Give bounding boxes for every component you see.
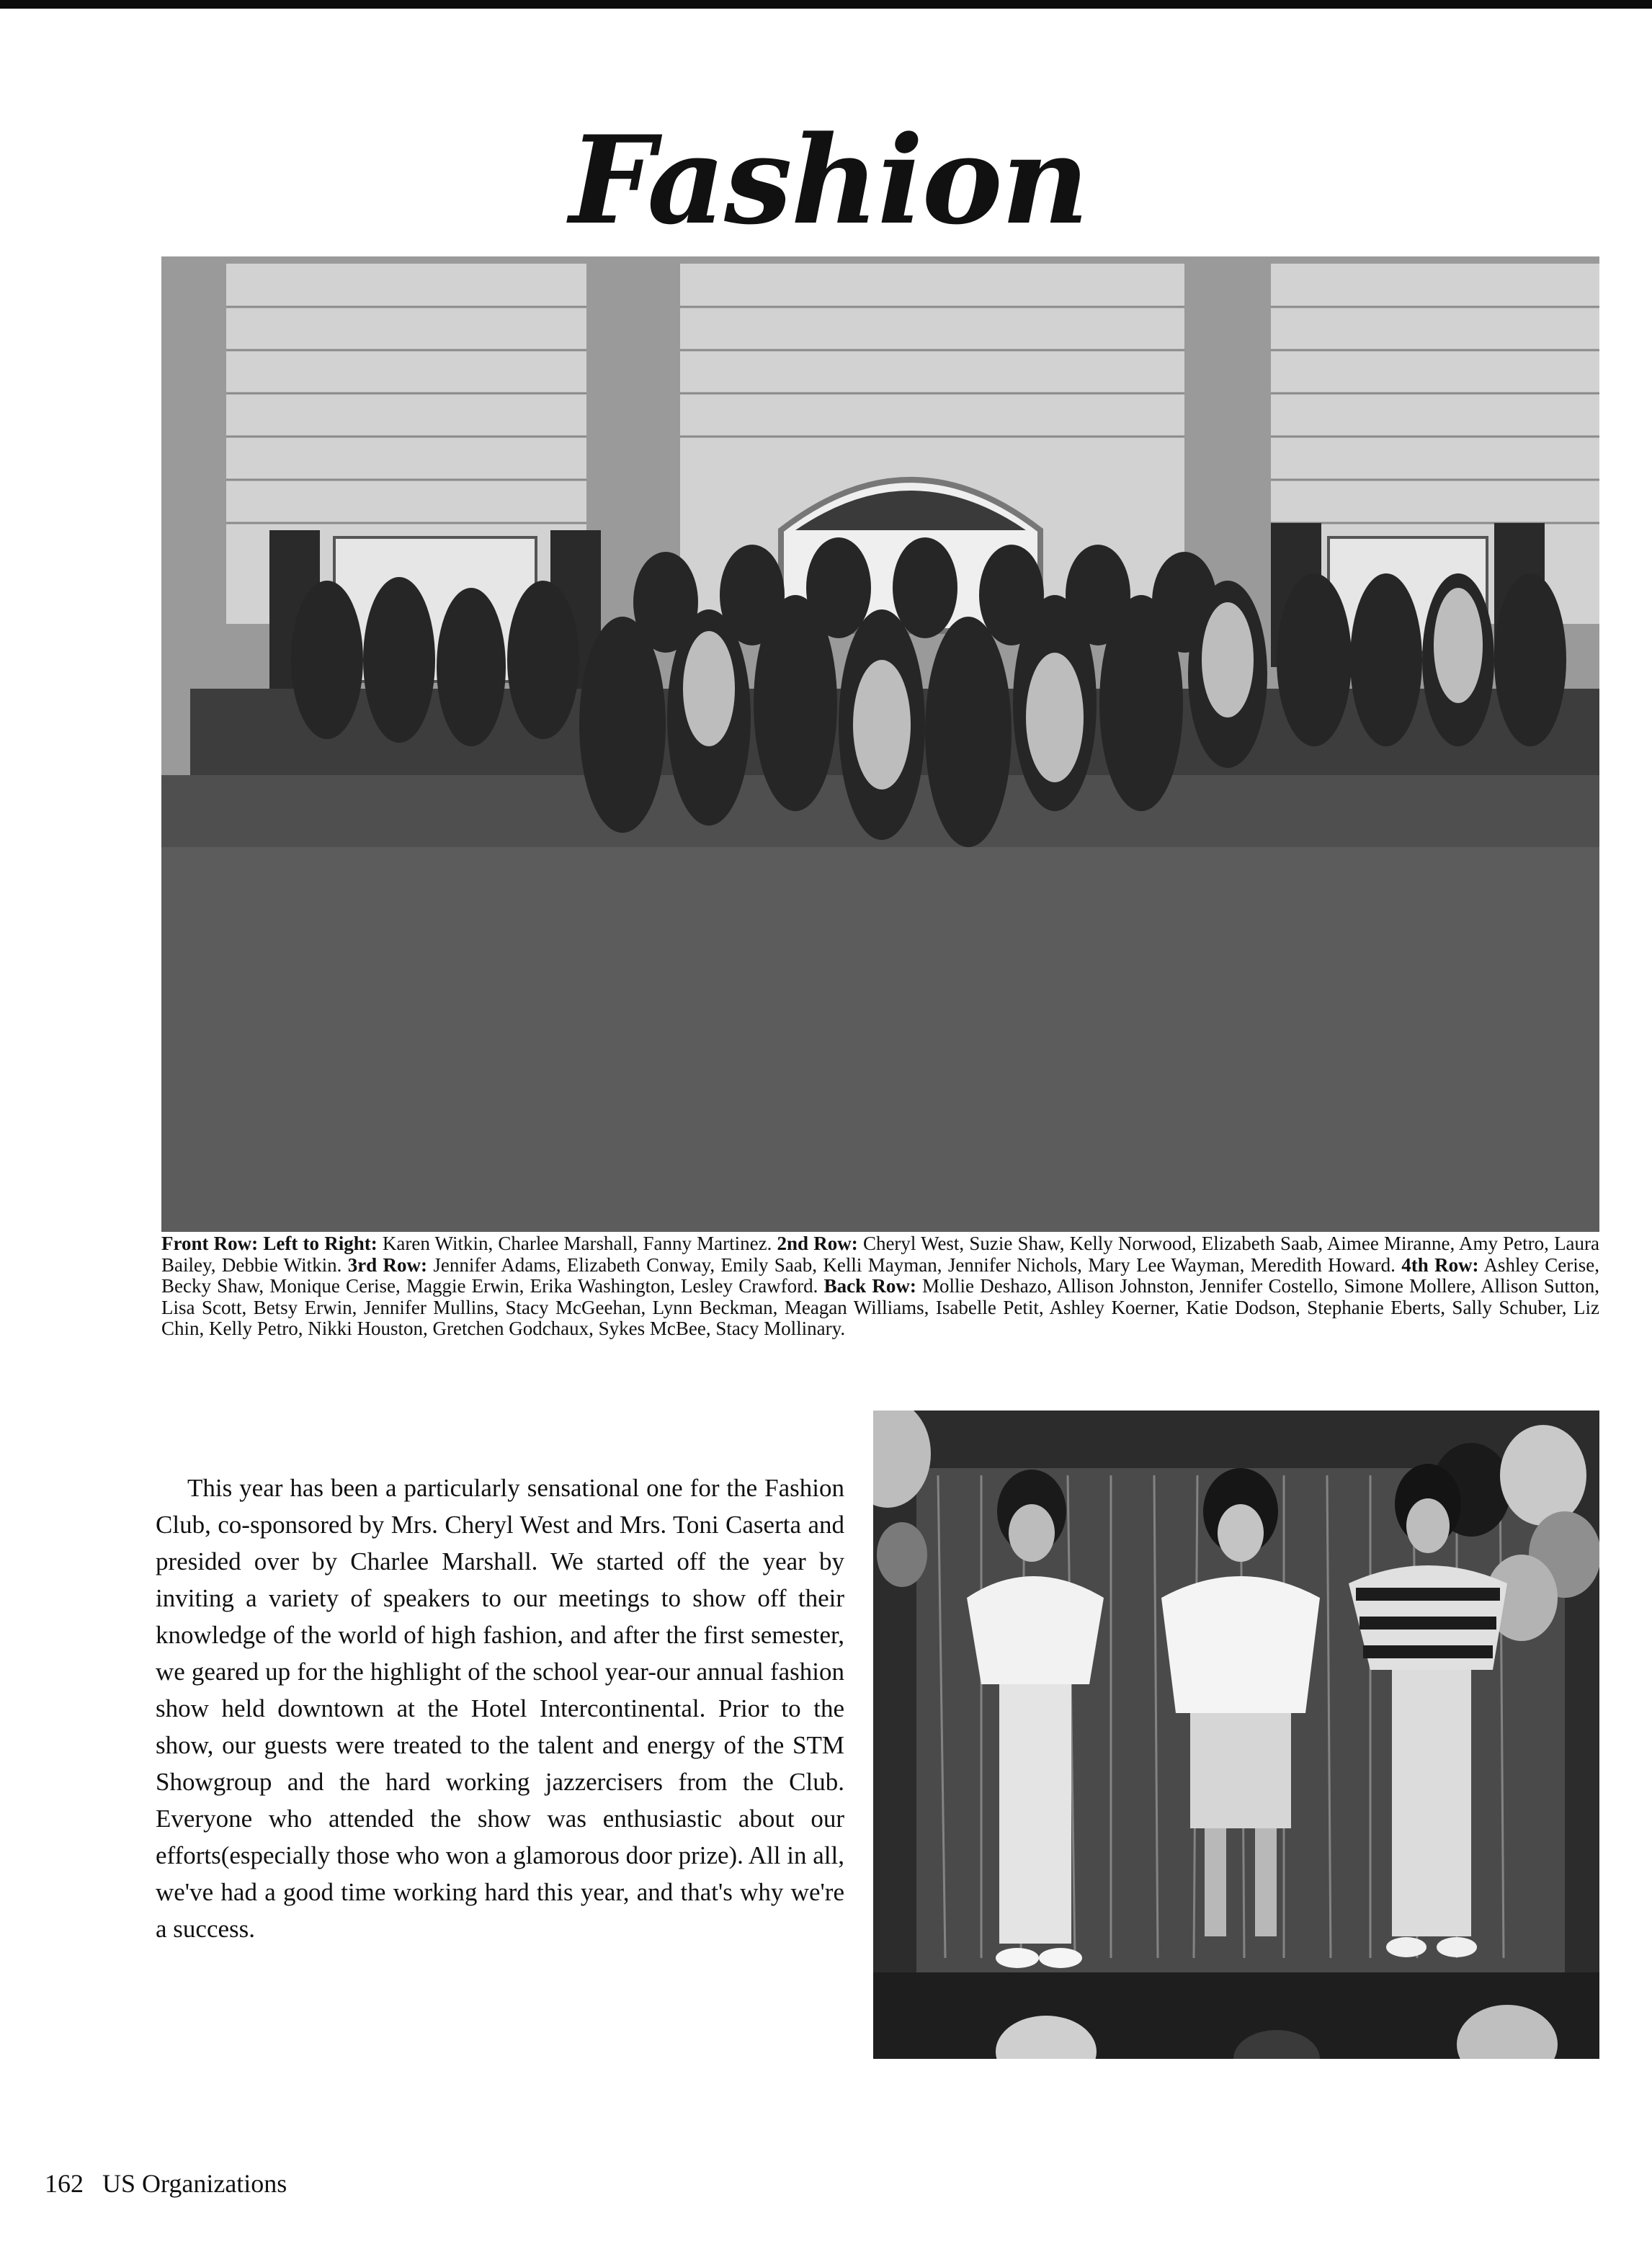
caption-names-back-row: Mollie Deshazo, Allison Johnston, Jennifer Costello, Simone Mollere, Allison Sutton, Lisa Scott, Betsy Erwin, Jennifer Mullins, Stacy McGeehan, Lynn Beckman, Meagan Williams, Isabelle Petit, Ashley Koerner, Katie Dodson, Stephanie Eberts, Sally Schuber, Liz Chin, Kelly Petro, Nikki Houston, Gretchen Godchaux, Sykes McBee, Stacy Mollinary. [161,1275,1600,1339]
page-title: Fashion [569,109,1088,251]
article-body [156,1470,844,1947]
page-footer [45,2168,305,2199]
caption-names-4th-row: Ashley Cerise, Becky Shaw, Monique Cerise, Maggie Erwin, Erika Washington, Lesley Crawford. [161,1253,1600,1297]
section-name: US Organizations [102,2169,287,2198]
caption-label-front-row: Front Row: Left to Right: [161,1233,378,1254]
caption-label-3rd-row: 3rd Row: [347,1253,428,1276]
caption-names-2nd-row: Cheryl West, Suzie Shaw, Kelly Norwood, Elizabeth Saab, Aimee Miranne, Amy Petro, Laura Bailey, Debbie Witkin. [161,1233,1600,1276]
caption-label-back-row: Back Row: [823,1275,916,1297]
fashion-show-photo [873,1411,1599,2059]
caption-label-4th-row: 4th Row: [1401,1253,1479,1276]
group-photo [161,256,1599,1232]
caption-label-2nd-row: 2nd Row: [777,1233,858,1254]
page-number: 162 [45,2169,84,2198]
caption-names-front-row: Karen Witkin, Charlee Marshall, Fanny Martinez. [382,1233,772,1254]
article-paragraph: This year has been a particularly sensational one for the Fashion Club, co-sponsored by Mrs. Cheryl West and Mrs. Toni Caserta and presided over by Charlee Marshall. We started off the year by inviting a variety of speakers to our meetings to show off their knowledge of the world of high fashion, and after the first semester, we geared up for the highlight of the school year-our annual fashion show held downtown at the Hotel Intercontinental. Prior to the show, our guests were treated to the talent and energy of the STM Showgroup and the hard working jazzercisers from the Club. Everyone who attended the show was enthusiastic about our efforts(especially those who won a glamorous door prize). All in all, we've had a good time working hard this year, and that's why we're a success. [156,1474,844,1943]
caption-names-3rd-row: Jennifer Adams, Elizabeth Conway, Emily Saab, Kelli Mayman, Jennifer Nichols, Mary Lee Wayman, Meredith Howard. [433,1253,1396,1276]
page-top-border [0,0,1652,9]
group-photo-caption [161,1233,1599,1340]
